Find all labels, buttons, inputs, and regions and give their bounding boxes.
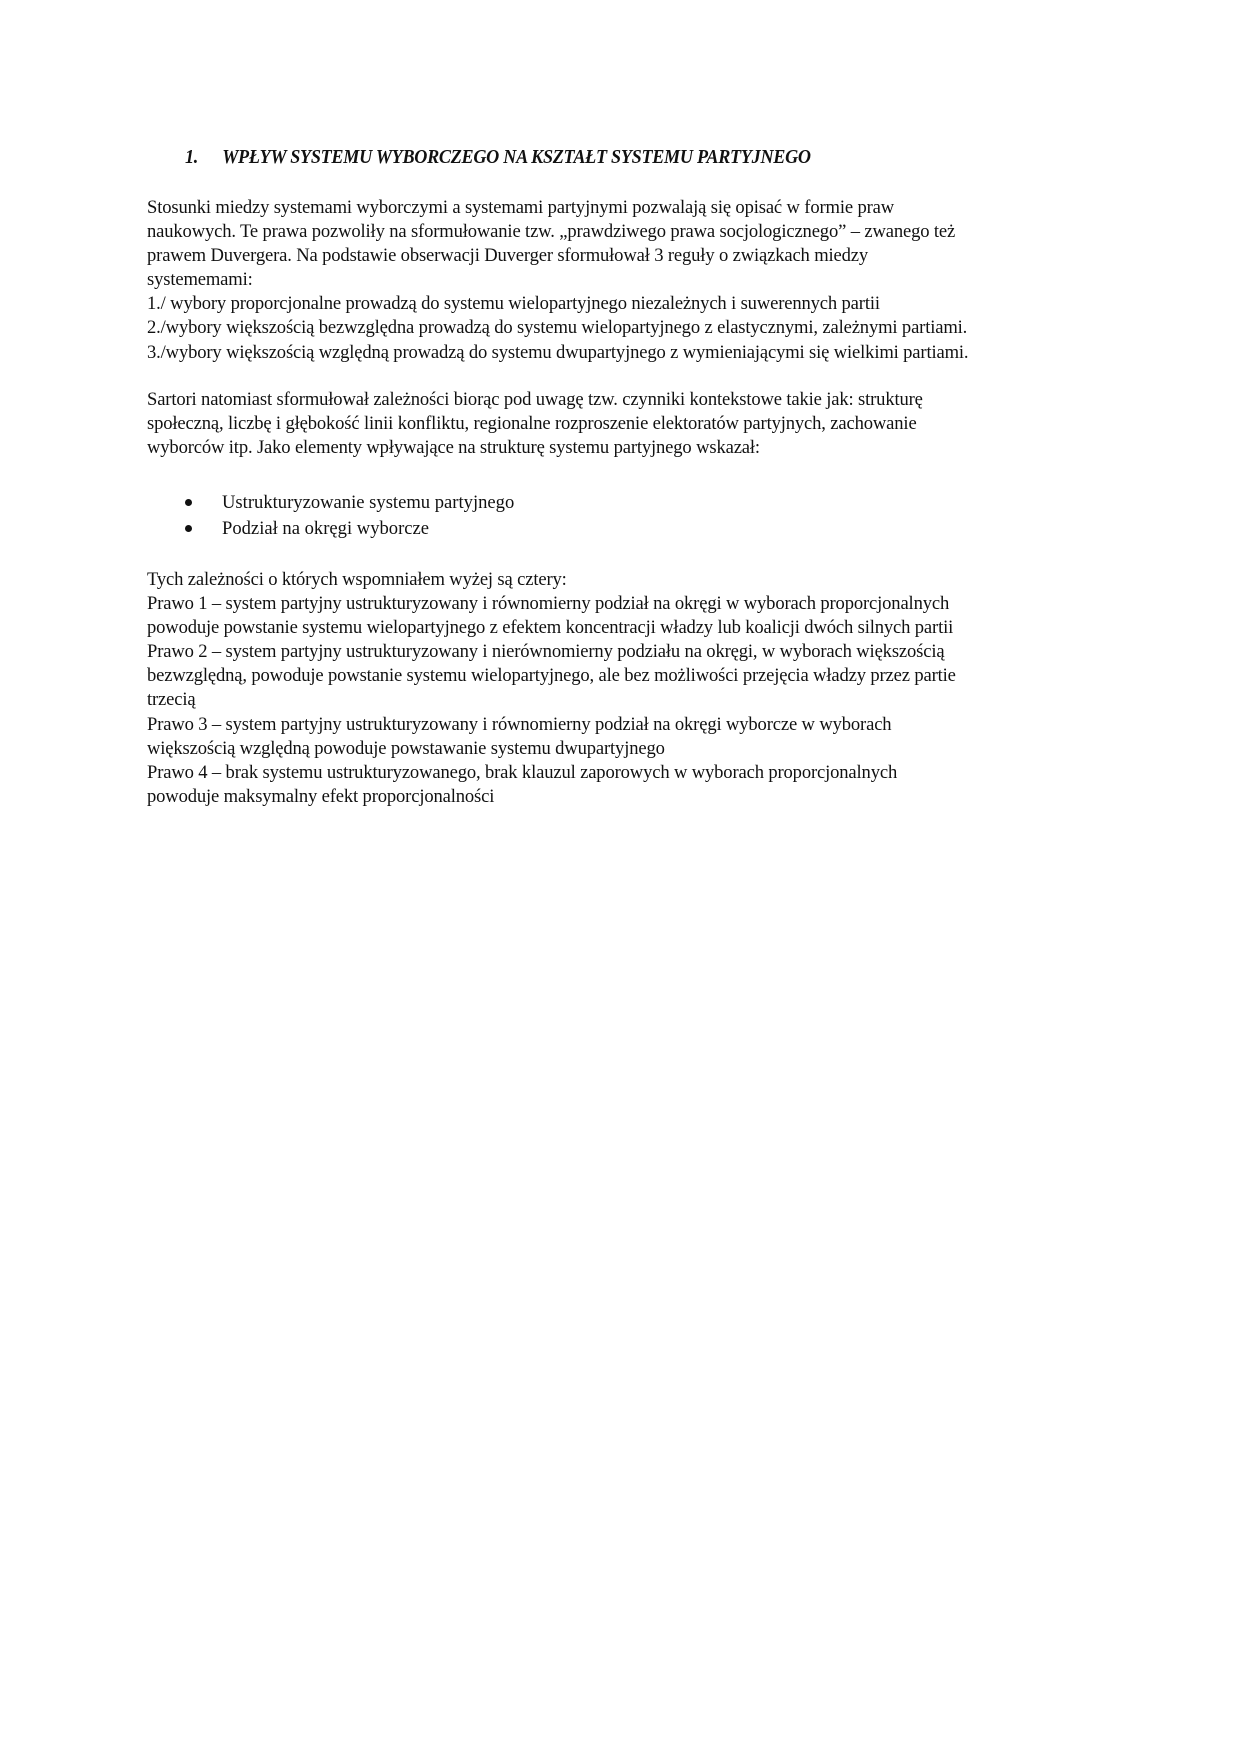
law-4: Prawo 4 – brak systemu ustrukturyzowanego, brak klauzul zaporowych w wyborach proporcjonalnych	[147, 761, 898, 783]
heading-title: WPŁYW SYSTEMU WYBORCZEGO NA KSZTAŁT SYSTEMU PARTYJNEGO	[222, 147, 811, 168]
text-line: wyborców itp. Jako elementy wpływające na strukturę systemu partyjnego wskazał:	[147, 437, 760, 459]
rule-3: 3./wybory większością względną prowadzą do systemu dwupartyjnego z wymieniającymi się wielkimi partiami.	[147, 341, 969, 363]
paragraph-duverger	[147, 196, 968, 365]
bullet-icon	[185, 499, 192, 506]
bullet-text: Podział na okręgi wyborcze	[222, 517, 430, 539]
text-line: prawem Duvergera. Na podstawie obserwacji Duverger sformułował 3 reguły o związkach miedzy	[147, 245, 869, 267]
law-2: Prawo 2 – system partyjny ustrukturyzowany i nierównomierny podziału na okręgi, w wyborach większością	[147, 641, 945, 663]
section-heading	[185, 147, 811, 169]
bullet-item	[185, 516, 514, 542]
text-line: systememami:	[147, 269, 253, 291]
heading-number: 1.	[185, 147, 199, 168]
law-2-cont: bezwzględną, powoduje powstanie systemu wielopartyjnego, ale bez możliwości przejęcia władzy przez partie	[147, 665, 956, 687]
text-line: Sartori natomiast sformułował zależności biorąc pod uwagę tzw. czynniki kontekstowe takie jak: strukturę	[147, 389, 923, 410]
bullet-icon	[185, 525, 192, 532]
rule-2: 2./wybory większością bezwzględna prowadzą do systemu wielopartyjnego z elastycznymi, zależnymi partiami.	[147, 317, 968, 339]
bullet-text: Ustrukturyzowanie systemu partyjnego	[222, 492, 515, 513]
text-line: społeczną, liczbę i głębokość linii konfliktu, regionalne rozproszenie elektoratów partyjnych, zachowanie	[147, 413, 917, 435]
law-2-cont: trzecią	[147, 689, 196, 711]
text-line: Stosunki miedzy systemami wyborczymi a systemami partyjnymi pozwalają się opisać w formie praw	[147, 197, 895, 218]
law-1: Prawo 1 – system partyjny ustrukturyzowany i równomierny podział na okręgi w wyborach proporcjonalnych	[147, 593, 950, 615]
rule-1: 1./ wybory proporcjonalne prowadzą do systemu wielopartyjnego niezależnych i suwerennych partii	[147, 293, 880, 315]
bullet-item	[185, 490, 514, 516]
paragraph-sartori	[147, 388, 923, 460]
paragraph-laws	[147, 568, 956, 809]
law-3-cont: większością względną powoduje powstawanie systemu dwupartyjnego	[147, 737, 665, 759]
law-4-cont: powoduje maksymalny efekt proporcjonalności	[147, 785, 495, 807]
bullet-list	[185, 490, 514, 541]
text-line: Tych zależności o których wspomniałem wyżej są cztery:	[147, 569, 567, 590]
law-3: Prawo 3 – system partyjny ustrukturyzowany i równomierny podział na okręgi wyborcze w wyborach	[147, 713, 892, 735]
law-1-cont: powoduje powstanie systemu wielopartyjnego z efektem koncentracji władzy lub koalicji dwóch silnych partii	[147, 617, 954, 639]
text-line: naukowych. Te prawa pozwoliły na sformułowanie tzw. „prawdziwego prawa socjologicznego” – zwanego też	[147, 221, 956, 243]
